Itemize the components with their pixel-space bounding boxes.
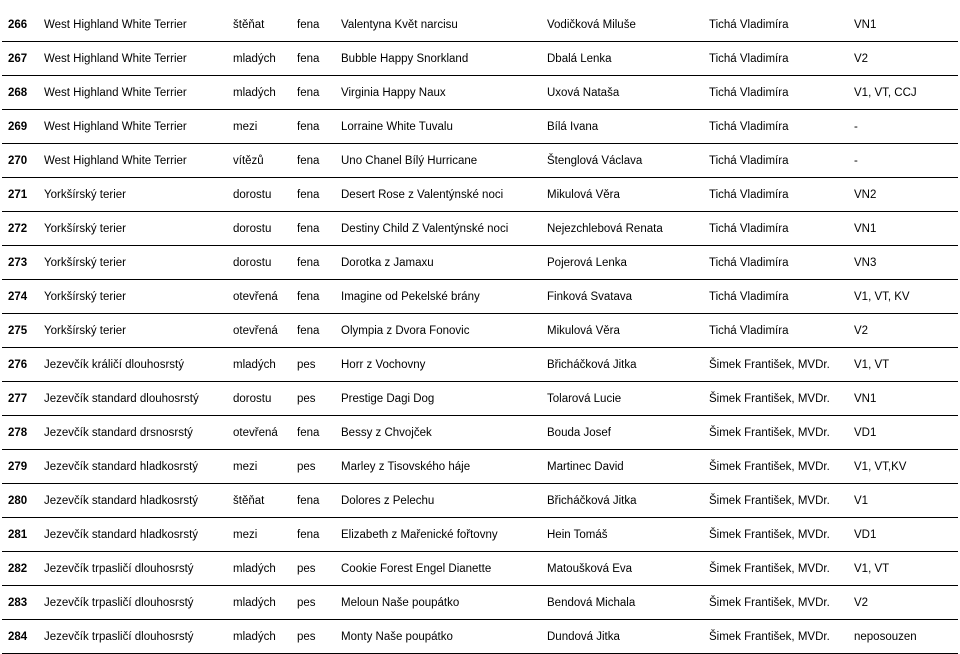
dog-name-cell: Olympia z Dvora Fonovic (335, 314, 541, 348)
class-cell: mezi (227, 450, 291, 484)
judge-cell: Šimek František, MVDr. (703, 586, 848, 620)
judge-cell: Šimek František, MVDr. (703, 484, 848, 518)
owner-cell: Matoušková Eva (541, 552, 703, 586)
table-row (2, 144, 958, 178)
breed-cell: West Highland White Terrier (38, 144, 227, 178)
dog-name-cell: Dorotka z Jamaxu (335, 246, 541, 280)
class-cell: štěňat (227, 8, 291, 42)
table-row (2, 620, 958, 654)
result-cell: VN1 (848, 212, 958, 246)
owner-cell: Finková Svatava (541, 280, 703, 314)
entry-number: 267 (2, 42, 38, 76)
class-cell: mladých (227, 76, 291, 110)
breed-cell: West Highland White Terrier (38, 42, 227, 76)
dog-name-cell: Meloun Naše poupátko (335, 586, 541, 620)
result-cell: V2 (848, 586, 958, 620)
judge-cell: Tichá Vladimíra (703, 8, 848, 42)
result-cell: VN1 (848, 8, 958, 42)
owner-cell: Štenglová Václava (541, 144, 703, 178)
table-row (2, 450, 958, 484)
owner-cell: Hein Tomáš (541, 518, 703, 552)
entry-number: 281 (2, 518, 38, 552)
dog-name-cell: Virginia Happy Naux (335, 76, 541, 110)
class-cell: mladých (227, 552, 291, 586)
sex-cell: pes (291, 450, 335, 484)
class-cell: mladých (227, 586, 291, 620)
result-cell: V1 (848, 484, 958, 518)
entry-number: 271 (2, 178, 38, 212)
dog-name-cell: Cookie Forest Engel Dianette (335, 552, 541, 586)
entry-number: 273 (2, 246, 38, 280)
owner-cell: Uxová Nataša (541, 76, 703, 110)
sex-cell: fena (291, 76, 335, 110)
sex-cell: fena (291, 484, 335, 518)
sex-cell: fena (291, 314, 335, 348)
table-row (2, 586, 958, 620)
dog-name-cell: Imagine od Pekelské brány (335, 280, 541, 314)
sex-cell: pes (291, 620, 335, 654)
judge-cell: Tichá Vladimíra (703, 178, 848, 212)
owner-cell: Martinec David (541, 450, 703, 484)
table-row (2, 42, 958, 76)
result-cell: V1, VT, KV (848, 280, 958, 314)
dog-name-cell: Dolores z Pelechu (335, 484, 541, 518)
judge-cell: Tichá Vladimíra (703, 212, 848, 246)
entry-number: 276 (2, 348, 38, 382)
judge-cell: Tichá Vladimíra (703, 246, 848, 280)
breed-cell: Yorkšírský terier (38, 246, 227, 280)
class-cell: otevřená (227, 280, 291, 314)
owner-cell: Mikulová Věra (541, 178, 703, 212)
owner-cell: Vodičková Miluše (541, 8, 703, 42)
sex-cell: fena (291, 280, 335, 314)
dog-name-cell: Destiny Child Z Valentýnské noci (335, 212, 541, 246)
sex-cell: pes (291, 552, 335, 586)
table-row (2, 484, 958, 518)
class-cell: mladých (227, 42, 291, 76)
dog-name-cell: Uno Chanel Bílý Hurricane (335, 144, 541, 178)
judge-cell: Tichá Vladimíra (703, 76, 848, 110)
table-row (2, 314, 958, 348)
breed-cell: Jezevčík trpasličí dlouhosrstý (38, 620, 227, 654)
entry-number: 279 (2, 450, 38, 484)
owner-cell: Bendová Michala (541, 586, 703, 620)
breed-cell: Jezevčík standard hladkosrstý (38, 450, 227, 484)
table-row (2, 178, 958, 212)
dog-name-cell: Horr z Vochovny (335, 348, 541, 382)
sex-cell: fena (291, 42, 335, 76)
owner-cell: Bílá Ivana (541, 110, 703, 144)
dog-name-cell: Desert Rose z Valentýnské noci (335, 178, 541, 212)
judge-cell: Tichá Vladimíra (703, 280, 848, 314)
sex-cell: fena (291, 178, 335, 212)
breed-cell: Jezevčík standard drsnosrstý (38, 416, 227, 450)
entry-number: 283 (2, 586, 38, 620)
table-row (2, 8, 958, 42)
sex-cell: fena (291, 144, 335, 178)
judge-cell: Tichá Vladimíra (703, 110, 848, 144)
result-cell: V2 (848, 314, 958, 348)
judge-cell: Šimek František, MVDr. (703, 416, 848, 450)
owner-cell: Nejezchlebová Renata (541, 212, 703, 246)
class-cell: vítězů (227, 144, 291, 178)
owner-cell: Bouda Josef (541, 416, 703, 450)
sex-cell: fena (291, 246, 335, 280)
entry-number: 278 (2, 416, 38, 450)
dog-name-cell: Valentyna Květ narcisu (335, 8, 541, 42)
table-row (2, 212, 958, 246)
entry-number: 284 (2, 620, 38, 654)
entry-number: 266 (2, 8, 38, 42)
judge-cell: Šimek František, MVDr. (703, 518, 848, 552)
dog-name-cell: Prestige Dagi Dog (335, 382, 541, 416)
result-cell: - (848, 110, 958, 144)
breed-cell: Jezevčík standard dlouhosrstý (38, 382, 227, 416)
breed-cell: Jezevčík trpasličí dlouhosrstý (38, 552, 227, 586)
dog-name-cell: Bessy z Chvojček (335, 416, 541, 450)
owner-cell: Mikulová Věra (541, 314, 703, 348)
class-cell: mezi (227, 518, 291, 552)
table-row (2, 382, 958, 416)
entry-number: 268 (2, 76, 38, 110)
results-body (2, 8, 958, 654)
class-cell: otevřená (227, 416, 291, 450)
breed-cell: Yorkšírský terier (38, 212, 227, 246)
results-table (2, 8, 958, 654)
class-cell: dorostu (227, 382, 291, 416)
result-cell: VD1 (848, 416, 958, 450)
judge-cell: Šimek František, MVDr. (703, 382, 848, 416)
judge-cell: Šimek František, MVDr. (703, 450, 848, 484)
owner-cell: Břicháčková Jitka (541, 484, 703, 518)
breed-cell: West Highland White Terrier (38, 110, 227, 144)
sex-cell: fena (291, 8, 335, 42)
table-row (2, 518, 958, 552)
breed-cell: Jezevčík králičí dlouhosrstý (38, 348, 227, 382)
sex-cell: fena (291, 518, 335, 552)
sex-cell: pes (291, 348, 335, 382)
class-cell: štěňat (227, 484, 291, 518)
table-row (2, 348, 958, 382)
dog-name-cell: Bubble Happy Snorkland (335, 42, 541, 76)
entry-number: 274 (2, 280, 38, 314)
class-cell: mezi (227, 110, 291, 144)
table-row (2, 280, 958, 314)
class-cell: dorostu (227, 246, 291, 280)
judge-cell: Šimek František, MVDr. (703, 620, 848, 654)
breed-cell: West Highland White Terrier (38, 8, 227, 42)
judge-cell: Tichá Vladimíra (703, 314, 848, 348)
result-cell: VN3 (848, 246, 958, 280)
breed-cell: Jezevčík trpasličí dlouhosrstý (38, 586, 227, 620)
sex-cell: fena (291, 416, 335, 450)
owner-cell: Břicháčková Jitka (541, 348, 703, 382)
breed-cell: West Highland White Terrier (38, 76, 227, 110)
dog-name-cell: Lorraine White Tuvalu (335, 110, 541, 144)
result-cell: V1, VT (848, 348, 958, 382)
owner-cell: Dbalá Lenka (541, 42, 703, 76)
judge-cell: Tichá Vladimíra (703, 42, 848, 76)
table-row (2, 110, 958, 144)
result-cell: V1, VT (848, 552, 958, 586)
sex-cell: fena (291, 110, 335, 144)
result-cell: V1, VT,KV (848, 450, 958, 484)
entry-number: 272 (2, 212, 38, 246)
breed-cell: Yorkšírský terier (38, 280, 227, 314)
breed-cell: Jezevčík standard hladkosrstý (38, 484, 227, 518)
breed-cell: Jezevčík standard hladkosrstý (38, 518, 227, 552)
class-cell: otevřená (227, 314, 291, 348)
table-row (2, 76, 958, 110)
result-cell: VN2 (848, 178, 958, 212)
table-row (2, 246, 958, 280)
entry-number: 282 (2, 552, 38, 586)
breed-cell: Yorkšírský terier (38, 314, 227, 348)
result-cell: V2 (848, 42, 958, 76)
owner-cell: Pojerová Lenka (541, 246, 703, 280)
entry-number: 269 (2, 110, 38, 144)
sex-cell: pes (291, 586, 335, 620)
result-cell: VD1 (848, 518, 958, 552)
entry-number: 280 (2, 484, 38, 518)
table-row (2, 416, 958, 450)
entry-number: 270 (2, 144, 38, 178)
result-cell: - (848, 144, 958, 178)
judge-cell: Šimek František, MVDr. (703, 552, 848, 586)
dog-name-cell: Monty Naše poupátko (335, 620, 541, 654)
breed-cell: Yorkšírský terier (38, 178, 227, 212)
owner-cell: Dundová Jitka (541, 620, 703, 654)
result-cell: V1, VT, CCJ (848, 76, 958, 110)
class-cell: mladých (227, 620, 291, 654)
dog-name-cell: Marley z Tisovského háje (335, 450, 541, 484)
class-cell: dorostu (227, 178, 291, 212)
class-cell: dorostu (227, 212, 291, 246)
dog-name-cell: Elizabeth z Mařenické fořtovny (335, 518, 541, 552)
sex-cell: fena (291, 212, 335, 246)
result-cell: neposouzen (848, 620, 958, 654)
judge-cell: Tichá Vladimíra (703, 144, 848, 178)
owner-cell: Tolarová Lucie (541, 382, 703, 416)
class-cell: mladých (227, 348, 291, 382)
judge-cell: Šimek František, MVDr. (703, 348, 848, 382)
table-row (2, 552, 958, 586)
result-cell: VN1 (848, 382, 958, 416)
sex-cell: pes (291, 382, 335, 416)
entry-number: 275 (2, 314, 38, 348)
entry-number: 277 (2, 382, 38, 416)
